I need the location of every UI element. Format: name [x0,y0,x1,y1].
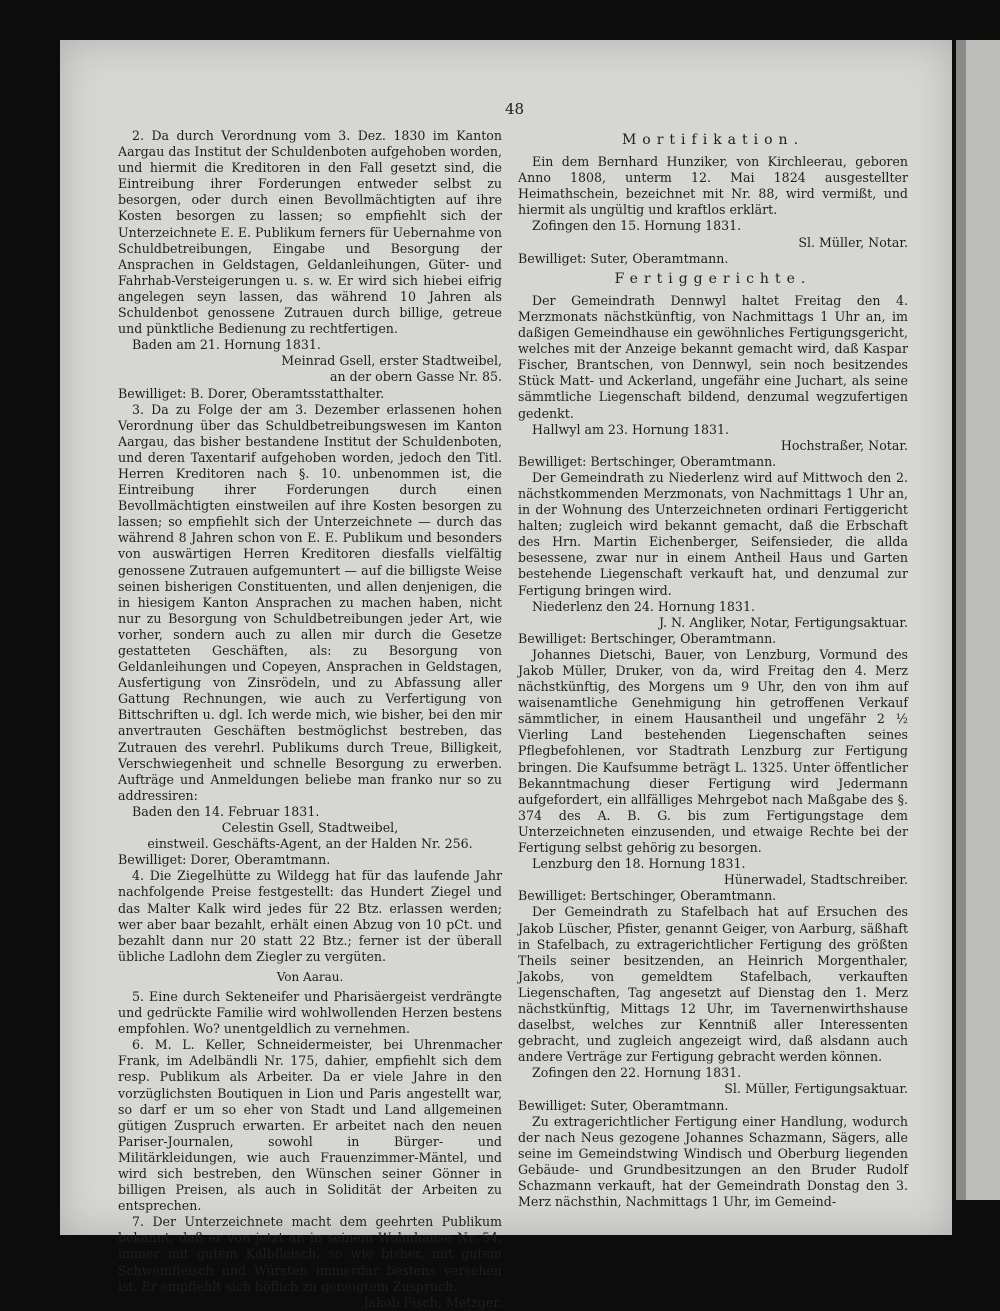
page-gutter [956,40,966,1200]
fertiggericht-3-signature: Hünerwadel, Stadtschreiber. [723,872,908,888]
fertiggericht-4-date: Zofingen den 22. Hornung 1831. [532,1065,742,1081]
fertiggericht-1-text: Der Gemeindrath Dennwyl haltet Freitag den 4. Merzmonats nächstkünftig, von Nachmittags 1 Uhr an, im daßigen Gemeindhause ein gewöhnliches Fertigungsgericht, welches mit der Anzeige bekannt gemacht wird, daß Kaspar Fischer, Brantschen, von Dennwyl, sein noch besitzendes Stück Matt- und Ackerland, ungefähr eine Juchart, als seine sämmtliche Liegenschaft bildend, denzumal wegzufertigen gedenkt. [518,292,908,421]
heading-fertiggerichte: Fertiggerichte. [614,270,812,287]
fertiggericht-4-approval: Bewilliget: Suter, Oberamtmann. [518,1097,729,1113]
fertiggericht-4-signature: Sl. Müller, Fertigungsaktuar. [724,1081,908,1097]
mortifikation-signature: Sl. Müller, Notar. [798,234,908,250]
heading-mortifikation: Mortifikation. [621,132,805,148]
fertiggericht-1-signature: Hochstraßer, Notar. [780,437,908,453]
section-von-aarau: Von Aarau. [276,969,344,984]
mortifikation-approval: Bewilliget: Suter, Oberamtmann. [518,250,729,266]
notice-5-text: 5. Eine durch Sekteneifer und Pharisäergeist verdrängte und gedrückte Familie wird wohlwollenden Herzen bestens empfohlen. Wo? unentgeldlich zu vernehmen. [118,988,502,1037]
fertiggericht-1-approval: Bewilliget: Bertschinger, Oberamtmann. [518,453,777,469]
left-column [118,128,502,1311]
fertiggericht-1-date: Hallwyl am 23. Hornung 1831. [532,421,729,437]
notice-2-text: 2. Da durch Verordnung vom 3. Dez. 1830 im Kanton Aargau das Institut der Schuldenboten aufgehoben worden, und hiermit die Kreditoren in den Fall gesetzt sind, die Eintreibung ihrer Forderungen entweder selbst zu besorgen, oder durch einen Bevollmächtigten auf ihre Kosten besorgen zu lassen; so empfiehlt sich der Unterzeichnete E. E. Publikum ferners für Uebernahme von Schuldbetreibungen, Eingabe und Besorgung der Ansprachen in Geldstagen, Geldanleihungen, Güter- und Fahrhab-Versteigerungen u. s. w. Er wird sich hiebei eifrig angelegen seyn lassen, das während 10 Jahren als Schuldenbot genossene Zutrauen durch billige, getreue und pünktliche Bedienung zu rechtfertigen. [118,128,502,337]
right-column [518,128,908,1210]
notice-4-text: 4. Die Ziegelhütte zu Wildegg hat für das laufende Jahr nachfolgende Preise festgestellt: das Hundert Ziegel und das Malter Kalk wird jedes für 22 Btz. erlassen werden; wer aber baar bezahlt, erhält einen Abzug von 10 pCt. und bezahlt dann nur 20 statt 22 Btz.; ferner ist der überall übliche Ladlohn dem Ziegler zu vergüten. [118,868,502,964]
notice-7-signature: Jakob Fisch, Metzger. [363,1294,502,1310]
fertiggericht-2-approval: Bewilliget: Bertschinger, Oberamtmann. [518,630,777,646]
next-page-edge [966,40,1000,1200]
notice-3-signature: Celestin Gsell, Stadtweibel, [221,820,399,836]
fertiggericht-3-date: Lenzburg den 18. Hornung 1831. [532,856,746,872]
fertiggericht-2-signature: J. N. Angliker, Notar, Fertigungsaktuar. [658,614,908,630]
notice-6-text: 6. M. L. Keller, Schneidermeister, bei Uhrenmacher Frank, im Adelbändli Nr. 175, dahier, empfiehlt sich dem resp. Publikum als Arbeiter. Da er viele Jahre in den vorzüglichsten Boutiquen in Lion und Paris angestellt war, so darf er um so eher von Stadt und Land allgemeinen gütigen Zuspruch erwarten. Er arbeitet nach den neuen Pariser-Journalen, sowohl in Bürger- und Militärkleidungen, wie auch Frauenzimmer-Mäntel, und wird sich bestreben, den Wünschen seiner Gönner in billigen Preisen, als auch in Solidität der Arbeiten zu entsprechen. [118,1037,502,1214]
fertiggericht-3-approval: Bewilliget: Bertschinger, Oberamtmann. [518,888,777,904]
page-number: 48 [505,100,525,118]
fertiggericht-2-text: Der Gemeindrath zu Niederlenz wird auf Mittwoch den 2. nächstkommenden Merzmonats, von Nachmittags 1 Uhr an, in der Wohnung des Unterzeichneten ordinari Fertiggericht halten; zugleich wird bekannt gemacht, daß die Erbschaft des Hrn. Martin Eichenberger, Seifensieder, die allda besessene, zwar nur in einem Antheil Haus und Garten bestehende Liegenschaft verkauft hat, und denzumal zur Fertigung bringen wird. [518,469,908,598]
notice-2-approval: Bewilliget: B. Dorer, Oberamtsstatthalter. [118,385,385,401]
mortifikation-date: Zofingen den 15. Hornung 1831. [532,218,742,234]
notice-2-address: an der obern Gasse Nr. 85. [329,369,502,385]
notice-3-address: einstweil. Geschäfts-Agent, an der Halden Nr. 256. [147,836,473,852]
notice-3-text: 3. Da zu Folge der am 3. Dezember erlassenen hohen Verordnung über das Schuldbetreibungswesen im Kanton Aargau, das bisher bestandene Institut der Schuldenboten, und deren Taxentarif aufgehoben worden, jedoch den Titl. Herren Kreditoren nach §. 10. unbenommen ist, die Eintreibung ihrer Forderungen durch einen Bevollmächtigten einstweilen auf ihre Kosten besorgen zu lassen; so empfiehlt sich der Unterzeichnete — durch das während 8 Jahren schon von E. E. Publikum und besonders von auswärtigen Herren Kreditoren diesfalls vielfältig genossene Zutrauen aufgemuntert — auf die billigste Weise seinen bisherigen Constituenten, und allen denjenigen, die in hiesigem Kanton Ansprachen zu machen haben, nicht nur zu Besorgung von Schuldbetreibungen jeder Art, wie vorher, sondern auch zu allen mir durch die Gesetze gestatteten Geschäften, als: zu Besorgung von Geldanleihungen und Copeyen, Ansprachen in Geldstagen, Ausfertigung von Zinsrödeln, und zu Abfassung aller Gattung Rechnungen, wie auch zu Verfertigung von Bittschriften u. dgl. Ich werde mich, wie bisher, bei den mir anvertrauten Geschäften bestmöglichst bestreben, das Zutrauen des verehrl. Publikums durch Treue, Billigkeit, Verschwiegenheit und schnelle Besorgung zu erwerben. Aufträge und Anmeldungen beliebe man franko nur so zu addressiren: [118,401,502,803]
fertiggericht-2-date: Niederlenz den 24. Hornung 1831. [532,598,755,614]
fertiggericht-4-text: Der Gemeindrath zu Stafelbach hat auf Ersuchen des Jakob Lüscher, Pfister, genannt Geiger, von Aarburg, säßhaft in Stafelbach, zu extragerichtlicher Fertigung des größten Theils seiner besitzenden, an Heinrich Morgenthaler, Jakobs, von gemeldtem Stafelbach, verkauften Liegenschaften, Tag angesetzt auf Dienstag den 1. Merz nächstkünftig, Mittags 12 Uhr, im Tavernenwirthshause daselbst, welches zur Kenntniß aller Interessenten gebracht, und zugleich angezeigt wird, daß alsdann auch andere Verträge zur Fertigung gebracht werden können. [518,904,908,1065]
notice-7-text: 7. Der Unterzeichnete macht dem geehrten Publikum bekannt, daß er von jetzt an in seinem Wohnhause Nr. 54, immer mit gutem Kalbfleisch, so wie bisher, mit gutem Schweinfleisch und Würsten immerdar bestens versehen ist. Er empfiehlt sich höflich zu geneigtem Zuspruch. [118,1214,502,1294]
fertiggericht-5-text: Zu extragerichtlicher Fertigung einer Handlung, wodurch der nach Neus gezogene Johannes Schazmann, Sägers, alle seine im Gemeindstwing Windisch und Oberburg liegenden Gebäude- und Grundbesitzungen an den Bruder Rudolf Schazmann verkauft, hat der Gemeindrath Donstag den 3. Merz nächsthin, Nachmittags 1 Uhr, im Gemeind- [518,1113,908,1210]
notice-2-signature: Meinrad Gsell, erster Stadtweibel, [281,353,502,369]
notice-3-date: Baden den 14. Februar 1831. [132,803,320,819]
mortifikation-text: Ein dem Bernhard Hunziker, von Kirchleerau, geboren Anno 1808, unterm 12. Mai 1824 ausgestellter Heimathschein, bezeichnet mit Nr. 88, wird vermißt, und hiermit als ungültig und kraftlos erklärt. [518,154,908,218]
notice-2-date: Baden am 21. Hornung 1831. [132,337,321,353]
fertiggericht-3-text: Johannes Dietschi, Bauer, von Lenzburg, Vormund des Jakob Müller, Druker, von da, wird Freitag den 4. Merz nächstkünftig, des Morgens um 9 Uhr, den von ihm auf waisenamtliche Genehmigung hin getroffenen Verkauf sämmtlicher, in einem Hausantheil und ungefähr 2 ½ Vierling Land bestehenden Liegenschaften seines Pflegbefohlenen, vor Stadtrath Lenzburg zur Fertigung bringen. Die Kaufsumme beträgt L. 1325. Unter öffentlicher Bekanntmachung dieser Fertigung wird Jedermann aufgefordert, ein allfälliges Mehrgebot nach Maßgabe des §. 374 des A. B. G. bis zum Fertigungstage dem Unterzeichneten einzusenden, und etwaige Rechte bei der Fertigung selbst gehörig zu besorgen. [518,646,908,856]
notice-3-approval: Bewilliget: Dorer, Oberamtmann. [118,852,331,868]
